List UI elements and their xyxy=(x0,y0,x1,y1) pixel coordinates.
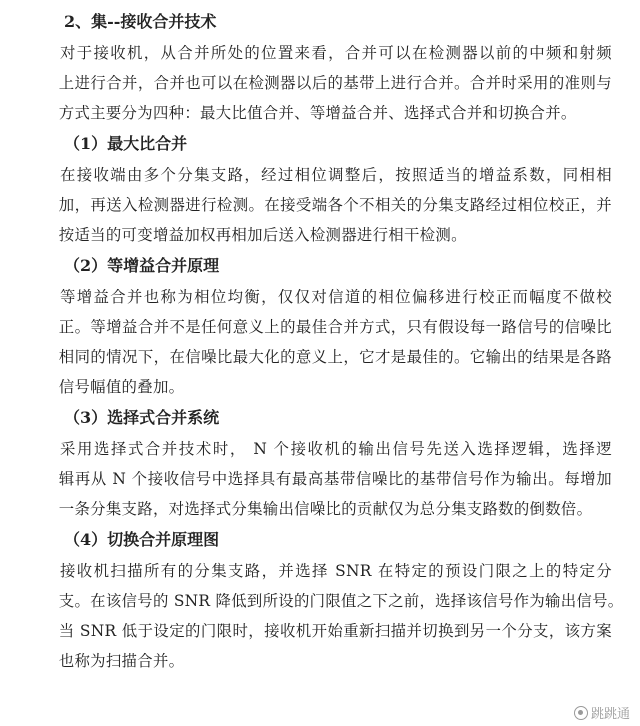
watermark xyxy=(574,703,630,722)
text-line: 采用选择式合并技术时， N 个接收机的输出信号先送入选择逻辑，选择逻 xyxy=(60,440,612,458)
text-line: 在接收端由多个分集支路，经过相位调整后，按照适当的增益系数，同相相 xyxy=(60,166,612,184)
text-line: 信号幅值的叠加。 xyxy=(58,378,185,396)
subsection-paragraph-3 xyxy=(28,434,612,524)
subsection-heading-2: （2）等增益合并原理 xyxy=(64,256,220,275)
text-line: 一条分集支路，对选择式分集输出信噪比的贡献仅为总分集支路数的倒数倍。 xyxy=(58,500,593,518)
section-heading: 2、集--接收合并技术 xyxy=(64,12,217,31)
text-line: 方式主要分为四种：最大比值合并、等增益合并、选择式合并和切换合并。 xyxy=(58,104,577,122)
text-line: 当 SNR 低于设定的门限时，接收机开始重新扫描并切换到另一个分支，该方案 xyxy=(58,622,612,640)
text-line: 加，再送入检测器进行检测。在接受端各个不相关的分集支路经过相位校正，并 xyxy=(58,196,612,214)
text-line: 辑再从 N 个接收信号中选择具有最高基带信噪比的基带信号作为输出。每增加 xyxy=(58,470,612,488)
text-line: 上进行合并，合并也可以在检测器以后的基带上进行合并。合并时采用的准则与 xyxy=(58,74,612,92)
text-line: 支。在该信号的 SNR 降低到所设的门限值之下之前，选择该信号作为输出信号。 xyxy=(58,592,624,610)
watermark-text: 跳跳通 xyxy=(590,707,630,722)
text-line: 按适当的可变增益加权再相加后送入检测器进行相干检测。 xyxy=(58,226,467,244)
text-line: 正。等增益合并不是任何意义上的最佳合并方式，只有假设每一路信号的信噪比 xyxy=(58,318,612,336)
text-line: 等增益合并也称为相位均衡，仅仅对信道的相位偏移进行校正而幅度不做校 xyxy=(60,288,612,306)
intro-paragraph xyxy=(28,38,612,128)
subsection-heading-1: （1）最大比合并 xyxy=(64,134,188,153)
subsection-heading-3: （3）选择式合并系统 xyxy=(64,408,220,427)
text-line: 也称为扫描合并。 xyxy=(58,652,185,670)
subsection-paragraph-2 xyxy=(28,282,612,402)
subsection-paragraph-4 xyxy=(28,556,624,676)
subsection-heading-4: （4）切换合并原理图 xyxy=(64,530,220,549)
text-line: 接收机扫描所有的分集支路，并选择 SNR 在特定的预设门限之上的特定分 xyxy=(60,562,612,580)
document-body xyxy=(28,6,624,676)
subsection-paragraph-1 xyxy=(28,160,612,250)
text-line: 对于接收机，从合并所处的位置来看，合并可以在检测器以前的中频和射频 xyxy=(60,44,612,62)
text-line: 相同的情况下，在信噪比最大化的意义上，它才是最佳的。它输出的结果是各路 xyxy=(58,348,612,366)
at-sign-icon xyxy=(574,706,588,720)
